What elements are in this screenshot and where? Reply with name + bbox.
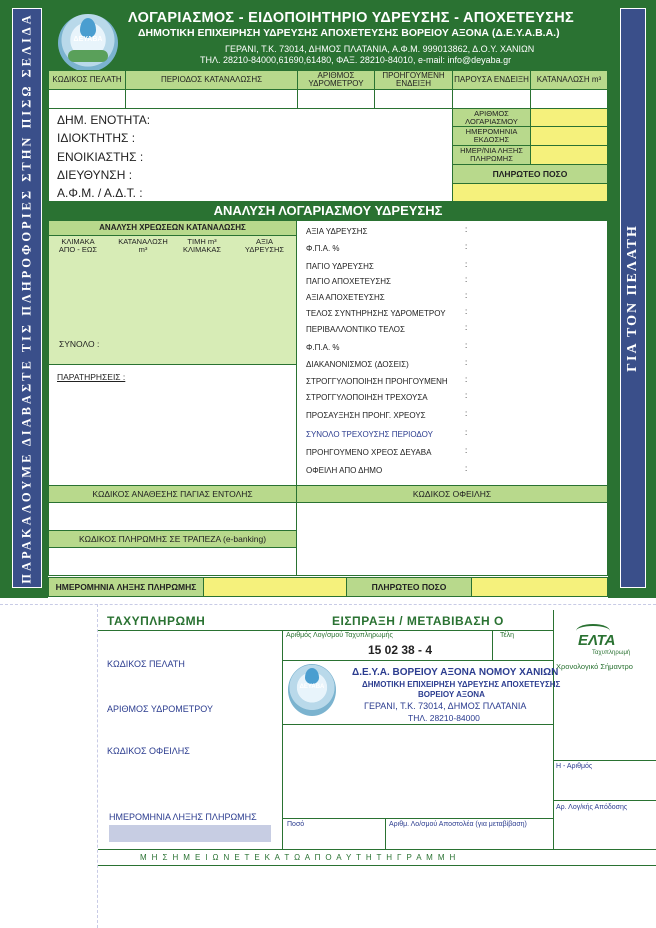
- charge-line-colon: :: [465, 446, 468, 455]
- slip-rule-2: [282, 660, 554, 661]
- acc-value: 15 02 38 - 4: [368, 643, 433, 657]
- slip-org-line2: ΔΗΜΟΤΙΚΗ ΕΠΙΧΕΙΡΗΣΗ ΥΔΡΕΥΣΗΣ ΑΠΟΧΕΤΕΥΣΗΣ: [362, 680, 561, 689]
- col-curr-reading: ΠΑΡΟΥΣΑ ΕΝΔΕΙΞΗ: [452, 70, 531, 90]
- do-not-write-note: Μ Η Σ Η Μ Ε Ι Ω Ν Ε Τ Ε Κ Α Τ Ω Α Π Ο Α Υ Τ Η Τ Η Γ Ρ Α Μ Μ Η: [140, 853, 457, 862]
- charge-line-colon: :: [465, 275, 468, 284]
- slip-due-field[interactable]: [109, 825, 271, 842]
- col-meter: ΑΡΙΘΜΟΣ ΥΔΡΟΜΕΤΡΟΥ: [297, 70, 375, 90]
- charge-line-colon: :: [465, 291, 468, 300]
- slip-bottom-rule-2: [98, 865, 656, 866]
- debt-code-value: [296, 502, 608, 576]
- tenant-label: ΕΝΟΙΚΙΑΣΤΗΣ :: [57, 150, 144, 164]
- due-date-bottom-label: ΗΜΕΡΟΜΗΝΙΑ ΛΗΞΗΣ ΠΛΗΡΩΜΗΣ: [48, 577, 204, 597]
- charge-line-label: ΠΡΟΣΑΥΞΗΣΗ ΠΡΟΗΓ. ΧΡΕΟΥΣ: [306, 411, 426, 420]
- tear-line: [0, 604, 656, 605]
- landscape-icon: [68, 50, 108, 62]
- charges-table: [48, 235, 297, 365]
- slip-org-name: Δ.Ε.Υ.Α. ΒΟΡΕΙΟΥ ΑΞΟΝΑ ΝΟΜΟΥ ΧΑΝΙΩΝ: [352, 667, 559, 678]
- slip-customer-label: ΚΩΔΙΚΟΣ ΠΕΛΑΤΗ: [107, 659, 185, 669]
- h-number-label: Η - Αριθμός: [556, 763, 593, 770]
- slip-top-rule: [98, 630, 554, 631]
- col-water-value: ΑΞΙΑ ΥΔΡΕΥΣΗΣ: [244, 237, 285, 254]
- curr-reading-value: [452, 89, 531, 109]
- bank-code-value: [48, 547, 297, 576]
- analysis-title: ΑΝΑΛΥΣΗ ΛΟΓΑΡΙΑΣΜΟΥ ΥΔΡΕΥΣΗΣ: [48, 202, 608, 220]
- slip-logo: [288, 664, 336, 716]
- company-contact: ΤΗΛ. 28210-84000,61690,61480, ΦΑΞ. 28210-84010, e-mail: info@deyaba.gr: [200, 55, 512, 65]
- debt-code-label: ΚΩΔΙΚΟΣ ΟΦΕΙΛΗΣ: [296, 485, 608, 503]
- slip-tel-divider: [492, 630, 493, 660]
- slip-divider: [282, 630, 283, 850]
- standing-order-value: [48, 502, 297, 531]
- slip-title: ΤΑΧΥΠΛΗΡΩΜΗ: [107, 614, 206, 628]
- municipal-unit-label: ΔΗΜ. ΕΝΟΤΗΤΑ:: [57, 113, 151, 127]
- stamp-label: Χρονολογικό Σήμαντρο: [556, 662, 633, 671]
- acc-label: Αριθμός Λογ/σμού Ταχυπληρωμής: [286, 632, 393, 639]
- charge-line-label: ΠΕΡΙΒΑΛΛΟΝΤΙΚΟ ΤΕΛΟΣ: [306, 325, 405, 334]
- slip-sender-label: Αριθμ. Λο/σμού Αποστολέα (για μεταβίβαση): [389, 821, 527, 828]
- slip-right-divider: [553, 610, 554, 850]
- deyaba-logo: [58, 14, 118, 72]
- charge-line-label: Φ.Π.Α. %: [306, 343, 340, 352]
- elta-sub: Ταχυπληρωμή: [592, 650, 631, 656]
- col-prev-reading: ΠΡΟΗΓΟΥΜΕΝΗ ΕΝΔΕΙΞΗ: [374, 70, 453, 90]
- bill-title: ΛΟΓΑΡΙΑΣΜΟΣ - ΕΙΔΟΠΟΙΗΤΗΡΙΟ ΥΔΡΕΥΣΗΣ - ΑΠΟΧΕΤΕΥΣΗΣ: [128, 10, 574, 26]
- notes-box: [48, 364, 297, 486]
- due-date-label: ΗΜΕΡ/ΝΙΑ ΛΗΞΗΣ ΠΛΗΡΩΜΗΣ: [452, 145, 531, 165]
- elta-logo: ΕΛΤΑ: [578, 632, 616, 649]
- charge-line-label: ΣΤΡΟΓΓΥΛΟΠΟΙΗΣΗ ΤΡΕΧΟΥΣΑ: [306, 393, 428, 402]
- consumption-value: [530, 89, 608, 109]
- account-number-value: [530, 108, 608, 127]
- prev-reading-value: [374, 89, 453, 109]
- col-period: ΠΕΡΙΟΔΟΣ ΚΑΤΑΝΑΛΩΣΗΣ: [125, 70, 298, 90]
- slip-bottom-rule: [98, 849, 656, 850]
- left-banner-text: ΠΑΡΑΚΑΛΟΥΜΕ ΔΙΑΒΑΣΤΕ ΤΙΣ ΠΛΗΡΟΦΟΡΙΕΣ ΣΤΗΝ ΠΙΣΩ ΣΕΛΙΔΑ: [19, 12, 34, 584]
- col-consumption-m3: ΚΑΤΑΝΑΛΩΣΗ m³: [118, 237, 168, 254]
- charge-line-label: ΠΑΓΙΟ ΥΔΡΕΥΣΗΣ: [306, 262, 374, 271]
- charge-line-colon: :: [465, 391, 468, 400]
- slip-logo-label: ΔΕΥΑΒΑ: [299, 684, 325, 690]
- tel-label: Τέλη: [500, 632, 515, 639]
- issue-date-value: [530, 126, 608, 146]
- charge-line-colon: :: [465, 428, 468, 437]
- charge-line-colon: :: [465, 409, 468, 418]
- charge-line-label: ΤΕΛΟΣ ΣΥΝΤΗΡΗΣΗΣ ΥΔΡΟΜΕΤΡΟΥ: [306, 309, 446, 318]
- company-address: ΓΕΡΑΝΙ, Τ.Κ. 73014, ΔΗΜΟΣ ΠΛΑΤΑΝΙΑ, Α.Φ.Μ. 999013862, Δ.Ο.Υ. ΧΑΝΙΩΝ: [225, 44, 535, 54]
- total-label: ΣΥΝΟΛΟ :: [59, 339, 100, 349]
- address-label: ΔΙΕΥΘΥΝΣΗ :: [57, 168, 133, 182]
- slip-due-label: ΗΜΕΡΟΜΗΝΙΑ ΛΗΞΗΣ ΠΛΗΡΩΜΗΣ: [109, 812, 257, 822]
- charge-line-label: ΟΦΕΙΛΗ ΑΠΟ ΔΗΜΟ: [306, 466, 383, 475]
- amount-bottom-label: ΠΛΗΡΩΤΕΟ ΠΟΣΟ: [346, 577, 472, 597]
- slip-meter-label: ΑΡΙΘΜΟΣ ΥΔΡΟΜΕΤΡΟΥ: [107, 704, 213, 714]
- bill-form: [48, 70, 608, 598]
- amount-due-label: ΠΛΗΡΩΤΕΟ ΠΟΣΟ: [452, 164, 608, 184]
- due-date-value: [530, 145, 608, 165]
- afm-label: Α.Φ.Μ. / Α.Δ.Τ. :: [57, 186, 143, 200]
- slip-rule-5: [553, 760, 656, 761]
- charge-line-colon: :: [465, 341, 468, 350]
- customer-info: [48, 108, 453, 202]
- slip-receipt: ΕΙΣΠΡΑΞΗ / ΜΕΤΑΒΙΒΑΣΗ Ο: [332, 614, 504, 628]
- charge-line-label: ΠΑΓΙΟ ΑΠΟΧΕΤΕΥΣΗΣ: [306, 277, 391, 286]
- slip-org-line3: ΒΟΡΕΙΟΥ ΑΞΟΝΑ: [418, 690, 485, 699]
- charge-line-colon: :: [465, 242, 468, 251]
- charge-line-colon: :: [465, 323, 468, 332]
- notes-label: ΠΑΡΑΤΗΡΗΣΕΙΣ :: [57, 372, 126, 382]
- meter-value: [297, 89, 375, 109]
- right-side-banner: [620, 8, 646, 588]
- company-name: ΔΗΜΟΤΙΚΗ ΕΠΙΧΕΙΡΗΣΗ ΥΔΡΕΥΣΗΣ ΑΠΟΧΕΤΕΥΣΗΣ ΒΟΡΕΙΟΥ ΑΞΟΝΑ (Δ.Ε.Υ.Α.Β.Α.): [138, 27, 560, 39]
- slip-debt-label: ΚΩΔΙΚΟΣ ΟΦΕΙΛΗΣ: [107, 746, 190, 756]
- account-number-label: ΑΡΙΘΜΟΣ ΛΟΓΑΡΙΑΣΜΟΥ: [452, 108, 531, 127]
- charges-list: [296, 220, 608, 486]
- charge-line-colon: :: [465, 375, 468, 384]
- water-drop-icon: [80, 18, 96, 38]
- bank-code-label: ΚΩΔΙΚΟΣ ΠΛΗΡΩΜΗΣ ΣΕ ΤΡΑΠΕΖΑ (e-banking): [48, 530, 297, 548]
- slip-rule-6: [553, 800, 656, 801]
- charge-line-colon: :: [465, 260, 468, 269]
- charge-line-label: ΣΥΝΟΛΟ ΤΡΕΧΟΥΣΗΣ ΠΕΡΙΟΔΟΥ: [306, 430, 433, 439]
- charge-line-colon: :: [465, 307, 468, 316]
- owner-label: ΙΔΙΟΚΤΗΤΗΣ :: [57, 131, 136, 145]
- charge-line-colon: :: [465, 358, 468, 367]
- charge-line-label: ΑΞΙΑ ΑΠΟΧΕΤΕΥΣΗΣ: [306, 293, 385, 302]
- due-date-bottom-value: [203, 577, 347, 597]
- slip-amount-label: Ποσό: [287, 821, 305, 828]
- slip-org-line4: ΓΕΡΑΝΙ, Τ.Κ. 73014, ΔΗΜΟΣ ΠΛΑΤΑΝΙΑ: [364, 701, 527, 711]
- slip-left-guide: [97, 604, 98, 928]
- charge-line-colon: :: [465, 464, 468, 473]
- charge-line-label: ΔΙΑΚΑΝΟΝΙΣΜΟΣ (ΔΟΣΕΙΣ): [306, 360, 409, 369]
- slip-org-line5: ΤΗΛ. 28210-84000: [408, 713, 480, 723]
- amount-bottom-value: [471, 577, 608, 597]
- left-side-banner: [12, 8, 42, 588]
- rec-acc-label: Αρ. Λογ/κής Απόδοσης: [556, 804, 628, 811]
- slip-amount-divider: [385, 818, 386, 850]
- charge-line-colon: :: [465, 225, 468, 234]
- period-value: [125, 89, 298, 109]
- slip-water-drop-icon: [305, 668, 319, 684]
- charge-line-label: ΠΡΟΗΓΟΥΜΕΝΟ ΧΡΕΟΣ ΔΕΥΑΒΑ: [306, 448, 432, 457]
- charges-analysis-title: ΑΝΑΛΥΣΗ ΧΡΕΩΣΕΩΝ ΚΑΤΑΝΑΛΩΣΗΣ: [48, 220, 297, 236]
- right-banner-text: ΓΙΑ ΤΟΝ ΠΕΛΑΤΗ: [625, 224, 640, 372]
- issue-date-label: ΗΜΕΡΟΜΗΝΙΑ ΕΚΔΟΣΗΣ: [452, 126, 531, 146]
- charge-line-label: ΑΞΙΑ ΥΔΡΕΥΣΗΣ: [306, 227, 368, 236]
- charge-line-label: Φ.Π.Α. %: [306, 244, 340, 253]
- customer-code-value: [48, 89, 126, 109]
- slip-rule-4: [282, 818, 554, 819]
- amount-due-value: [452, 183, 608, 202]
- logo-label: ΔΕΥΑΒΑ: [73, 36, 103, 43]
- col-customer-code: ΚΩΔΙΚΟΣ ΠΕΛΑΤΗ: [48, 70, 126, 90]
- col-scale: ΚΛΙΜΑΚΑ ΑΠΟ - ΕΩΣ: [58, 237, 98, 254]
- col-consumption: ΚΑΤΑΝΑΛΩΣΗ m³: [530, 70, 608, 90]
- standing-order-label: ΚΩΔΙΚΟΣ ΑΝΑΘΕΣΗΣ ΠΑΓΙΑΣ ΕΝΤΟΛΗΣ: [48, 485, 297, 503]
- col-price: ΤΙΜΗ m³ ΚΛΙΜΑΚΑΣ: [183, 237, 221, 254]
- charge-line-label: ΣΤΡΟΓΓΥΛΟΠΟΙΗΣΗ ΠΡΟΗΓΟΥΜΕΝΗ: [306, 377, 448, 386]
- slip-rule-3: [282, 724, 554, 725]
